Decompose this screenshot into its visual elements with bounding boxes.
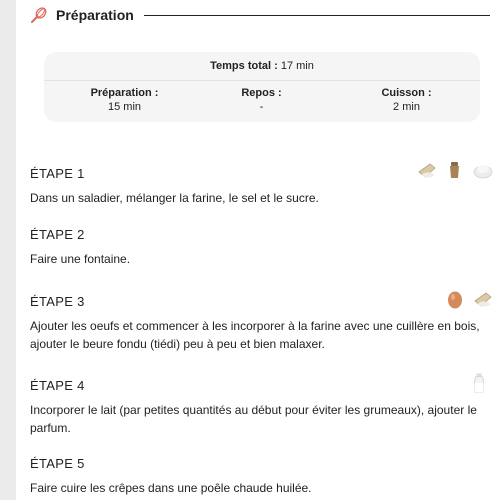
step-1-ingredients bbox=[416, 157, 494, 183]
left-rail bbox=[0, 0, 16, 500]
preparation-time bbox=[52, 86, 197, 114]
step-3-ingredients bbox=[444, 286, 494, 312]
step-title: ÉTAPE 1 bbox=[30, 166, 85, 181]
step-text: Incorporer le lait (par petites quantités au début pour éviter les grumeaux), ajouter le parfum. bbox=[30, 403, 477, 435]
step-2 bbox=[30, 226, 492, 268]
step-3 bbox=[30, 293, 492, 353]
step-4-ingredients bbox=[468, 370, 490, 396]
egg-icon bbox=[444, 288, 466, 310]
flour-icon bbox=[416, 159, 438, 181]
sugar-icon bbox=[472, 159, 494, 181]
step-title: ÉTAPE 2 bbox=[30, 227, 85, 242]
step-title: ÉTAPE 3 bbox=[30, 294, 85, 309]
cooking-time bbox=[334, 86, 479, 114]
section-title: Préparation bbox=[56, 7, 134, 23]
flour-icon bbox=[472, 288, 494, 310]
step-text: Faire une fontaine. bbox=[30, 252, 131, 266]
time-divider bbox=[44, 80, 480, 81]
rest-time bbox=[189, 86, 334, 114]
rest-time-label: Repos : bbox=[241, 87, 282, 99]
step-title: ÉTAPE 5 bbox=[30, 456, 85, 471]
step-title: ÉTAPE 4 bbox=[30, 378, 85, 393]
cooking-time-label: Cuisson : bbox=[381, 87, 432, 99]
preparation-time-value: 15 min bbox=[107, 101, 142, 113]
section-divider bbox=[144, 15, 490, 16]
step-text: Dans un saladier, mélanger la farine, le sel et le sucre. bbox=[30, 191, 319, 205]
whisk-icon bbox=[30, 6, 48, 24]
total-time bbox=[44, 52, 480, 80]
rest-time-value: - bbox=[259, 101, 264, 113]
preparation-time-label: Préparation : bbox=[90, 87, 159, 99]
step-4 bbox=[30, 377, 492, 437]
milk-bottle-icon bbox=[468, 372, 490, 394]
step-text: Faire cuire les crêpes dans une poêle chaude huilée. bbox=[30, 481, 312, 495]
total-time-value: 17 min bbox=[280, 60, 314, 72]
step-5 bbox=[30, 455, 492, 497]
section-header bbox=[30, 4, 490, 26]
time-summary-card bbox=[44, 52, 480, 122]
step-text: Ajouter les oeufs et commencer à les incorporer à la farine avec une cuillère en bois, ajouter le beure fondu (tiédi) peu à peu et bien malaxer. bbox=[30, 319, 480, 351]
cooking-time-value: 2 min bbox=[393, 101, 420, 113]
salt-shaker-icon bbox=[444, 159, 466, 181]
total-time-label: Temps total : bbox=[210, 60, 278, 72]
